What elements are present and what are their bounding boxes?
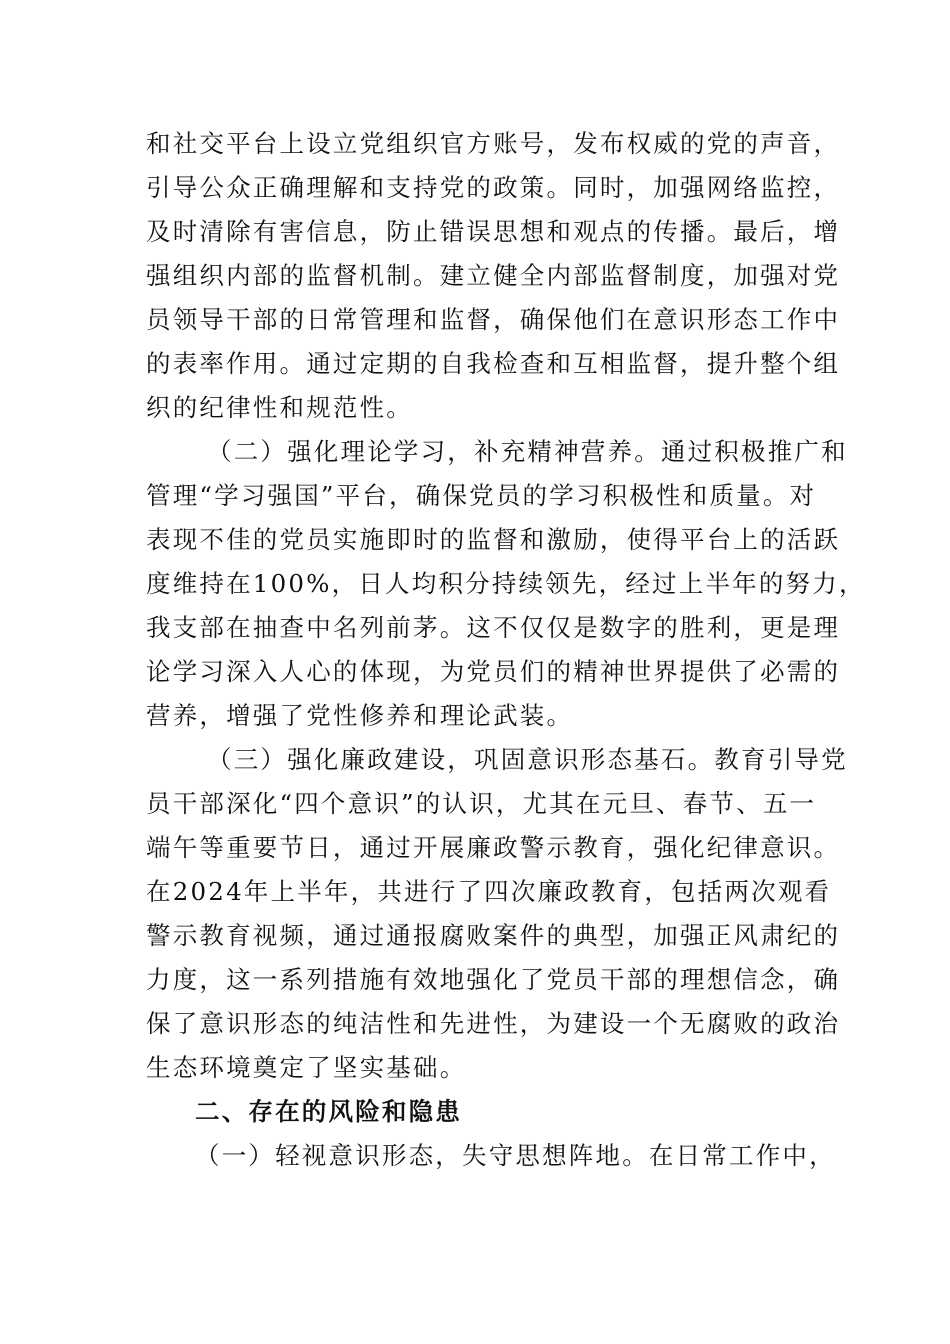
- paragraph-line: 织的纪律性和规范性。: [146, 393, 413, 422]
- paragraph-line: 的表率作用。通过定期的自我检查和互相监督，提升整个组: [146, 349, 841, 378]
- paragraph-line: 营养，增强了党性修养和理论武装。: [146, 701, 574, 730]
- paragraph-line: 员领导干部的日常管理和监督，确保他们在意识形态工作中: [146, 305, 841, 334]
- subsection-first-line: （一）轻视意识形态，失守思想阵地。在日常工作中，: [195, 1141, 836, 1170]
- paragraph-line: 警示教育视频，通过通报腐败案件的典型，加强正风肃纪的: [146, 921, 841, 950]
- paragraph-line: 力度，这一系列措施有效地强化了党员干部的理想信念，确: [146, 965, 841, 994]
- paragraph-line: 表现不佳的党员实施即时的监督和激励，使得平台上的活跃: [146, 525, 841, 554]
- paragraph-line: 管理“学习强国”平台，确保党员的学习积极性和质量。对: [146, 481, 817, 510]
- paragraph-line: 在2024年上半年，共进行了四次廉政教育，包括两次观看: [146, 877, 832, 906]
- paragraph-line: 端午等重要节日，通过开展廉政警示教育，强化纪律意识。: [146, 833, 841, 862]
- paragraph-line: 论学习深入人心的体现，为党员们的精神世界提供了必需的: [146, 657, 841, 686]
- section-3-first-line: （三）强化廉政建设，巩固意识形态基石。教育引导党: [207, 745, 848, 774]
- paragraph-line: 强组织内部的监督机制。建立健全内部监督制度，加强对党: [146, 261, 841, 290]
- document-body: [146, 122, 866, 1178]
- paragraph-line: 度维持在100%，日人均积分持续领先，经过上半年的努力，: [146, 569, 866, 598]
- section-heading: 二、存在的风险和隐患: [195, 1097, 462, 1126]
- section-2-first-line: （二）强化理论学习，补充精神营养。通过积极推广和: [207, 437, 848, 466]
- paragraph-line: 和社交平台上设立党组织官方账号，发布权威的党的声音，: [146, 129, 841, 158]
- paragraph-line: 我支部在抽查中名列前茅。这不仅仅是数字的胜利，更是理: [146, 613, 841, 642]
- paragraph-line: 员干部深化“四个意识”的认识，尤其在元旦、春节、五一: [146, 789, 817, 818]
- paragraph-line: 及时清除有害信息，防止错误思想和观点的传播。最后，增: [146, 217, 841, 246]
- paragraph-line: 生态环境奠定了坚实基础。: [146, 1053, 467, 1082]
- paragraph-line: 引导公众正确理解和支持党的政策。同时，加强网络监控，: [146, 173, 841, 202]
- paragraph-line: 保了意识形态的纯洁性和先进性，为建设一个无腐败的政治: [146, 1009, 841, 1038]
